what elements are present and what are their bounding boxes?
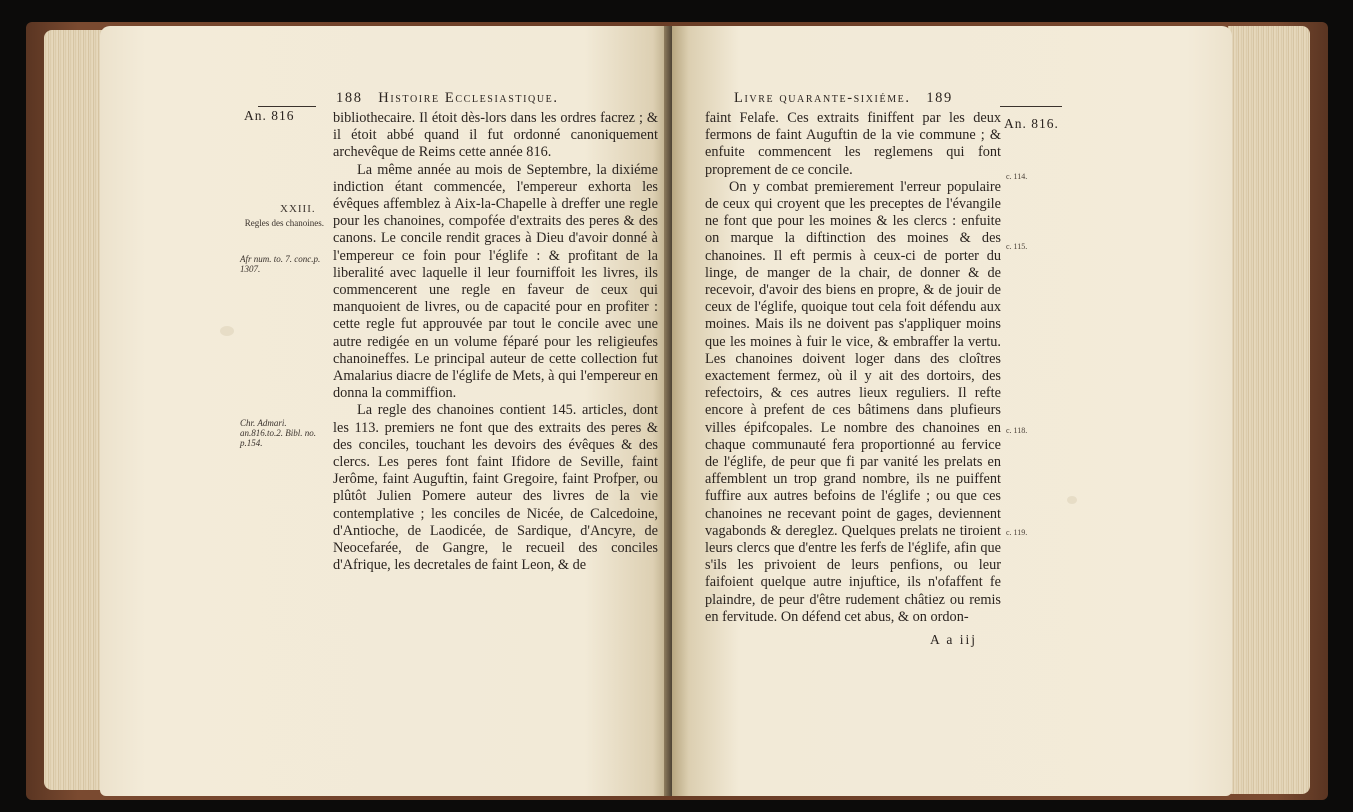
margin-note: c. 114. bbox=[1006, 172, 1028, 181]
paragraph: La regle des chanoines contient 145. articles, dont les 113. premiers ne font que des extraits des peres & des conciles, touchant les devoirs des évêques & des clercs. Les peres font faint Ifidore de Seville, faint Jerôme, faint Auguftin, faint Gregoire, faint Profper, ou plûtôt Julien Pomere auteur des livres de la vie contemplative ; les conciles de Nicée, de Calcedoine, d'Antioche, de Laodicée, de Sardique, d'Ancyre, de Neocefarée, de Gangre, le recueil des conciles d'Afrique, les decretales de faint Leon, & de bbox=[333, 402, 658, 574]
paragraph: La même année au mois de Septembre, la dixiéme indiction étant commencée, l'empereur exhorta les évêques affemblez à Aix-la-Chapelle à dreffer une regle pour les chanoines, compofée d'extraits des peres & des canons. Le concile rendit graces à Dieu d'avoir donné à l'empereur ce foin pour l'églife : & profitant de la liberalité avec laquelle il leur fourniffoit les livres, ils commencerent une regle en faveur de ceux qui manquoient de livres, ou de capacité pour en profiter : cette regle fut approuvée par tout le concile avec une autre redigée en un volume féparé pour les religieufes chanoineffes. Le principal auteur de cette collection fut Amalarius diacre de l'églife de Mets, à qui l'empereur en donna la commiffion. bbox=[333, 161, 658, 402]
running-title: Livre quarante-sixiéme. bbox=[734, 90, 911, 106]
margin-rule bbox=[258, 106, 316, 107]
margin-note: c. 115. bbox=[1006, 242, 1028, 251]
page-number: 188 bbox=[336, 90, 363, 106]
page-edges-left bbox=[44, 30, 106, 790]
running-title: Histoire Ecclesiastique. bbox=[378, 90, 559, 106]
left-page bbox=[100, 26, 670, 796]
margin-rule bbox=[1000, 106, 1062, 107]
margin-reference: Chr. Admari. an.816.to.2. Bibl. no. p.154. bbox=[240, 418, 316, 448]
margin-note: c. 118. bbox=[1006, 426, 1028, 435]
margin-note: c. 119. bbox=[1006, 528, 1028, 537]
paragraph: faint Felafe. Ces extraits finiffent par les deux fermons de faint Auguftin de la vie commune ; & enfuite commencent les reglemens qui font proprement de ce concile. bbox=[705, 110, 1001, 178]
text-column bbox=[705, 110, 1001, 626]
year-label: An. 816. bbox=[1004, 116, 1059, 131]
foxing-spot bbox=[220, 326, 234, 336]
margin-section-number: XXIII. bbox=[280, 203, 316, 215]
year-label: An. 816 bbox=[244, 108, 295, 123]
text-column bbox=[333, 110, 658, 574]
right-page bbox=[672, 26, 1232, 796]
signature-mark: A a iij bbox=[930, 632, 977, 647]
margin-heading: Regles des chanoines. bbox=[244, 218, 324, 228]
paragraph: bibliothecaire. Il étoit dès-lors dans les ordres facrez ; & il étoit abbé quand il fut ordonné canoniquement archevêque de Reims cette année 816. bbox=[333, 110, 658, 161]
margin-reference: Afr num. to. 7. conc.p. 1307. bbox=[240, 254, 321, 274]
running-header bbox=[734, 90, 953, 107]
page-number: 189 bbox=[926, 90, 953, 106]
page-edges-right bbox=[1228, 26, 1310, 794]
running-header bbox=[336, 90, 559, 107]
paragraph: On y combat premierement l'erreur populaire de ceux qui croyent que les preceptes de l'évangile ne font que pour les moines & les clercs : enfuite on marque la diftinction des moines & des chanoines. Il eft permis à ceux-ci de porter du linge, de manger de la chair, de donner & de recevoir, d'avoir des biens en propre, & de jouir de ceux de l'églife, quoique tout cela foit défendu aux moines. Mais ils ne doivent pas s'appliquer moins que les moines à fuir le vice, & embraffer la vertu. Les chanoines doivent loger dans des cloîtres exactement fermez, où il y ait des dortoirs, des refectoirs, & ces autres lieux reguliers. Il refte encore à prefent de ces bâtimens dans plufieurs villes épifcopales. Le nombre des chanoines en chaque communauté fera proportionné au fervice de l'églife, de peur que fi par vanité les prelats en affemblent un trop grand nombre, ils ne puiffent fuffire aux autres befoins de l'églife ; ou que ces chanoines ne recevant point de gages, deviennent vagabonds & dereglez. Quelques prelats ne tiroient leurs clercs que d'entre les ferfs de l'églife, afin que s'ils les privoient de leurs penfions, ou leur faifoient quelque autre injuftice, ils n'ofaffent fe plaindre, de peur d'être rudement châtiez ou remis en fervitude. On défend cet abus, & on ordon- bbox=[705, 178, 1001, 625]
foxing-spot bbox=[1067, 496, 1077, 504]
